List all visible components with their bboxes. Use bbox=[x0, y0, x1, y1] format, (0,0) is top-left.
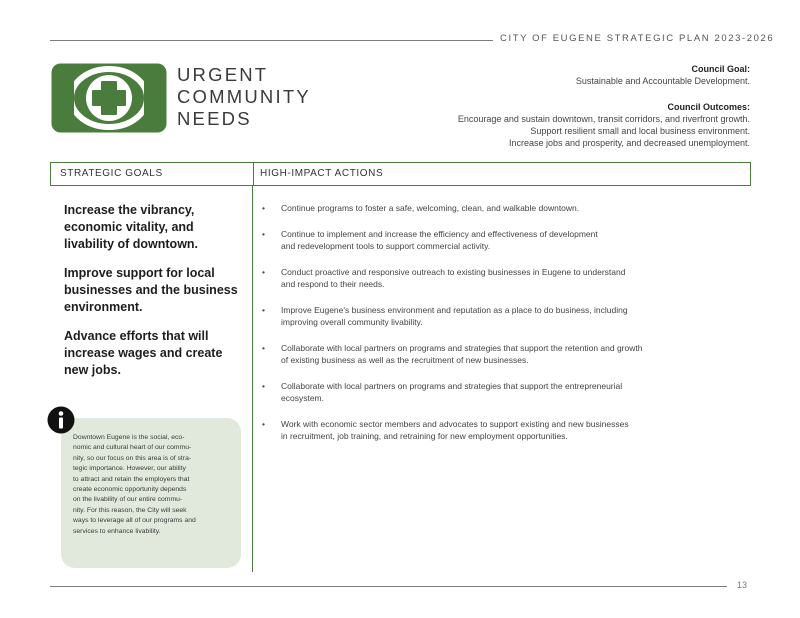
action-line: Continue programs to foster a safe, welcoming, clean, and walkable downtown. bbox=[281, 203, 580, 213]
section-title-line: COMMUNITY bbox=[177, 86, 311, 107]
bullet: • bbox=[262, 381, 265, 391]
strategic-goals-header: STRATEGIC GOALS bbox=[60, 168, 163, 179]
council-goal-label: Council Goal: bbox=[691, 64, 750, 74]
action-line: Collaborate with local partners on programs and strategies that support the retention and growth bbox=[281, 343, 643, 353]
bullet: • bbox=[262, 419, 265, 429]
table-header bbox=[50, 162, 751, 186]
action-line: Collaborate with local partners on programs and strategies that support the entrepreneurial bbox=[281, 381, 623, 391]
section-title-line: URGENT bbox=[177, 64, 269, 85]
council-goal-text: Sustainable and Accountable Development. bbox=[575, 76, 750, 86]
page-number: 13 bbox=[737, 580, 748, 590]
bullet: • bbox=[262, 203, 265, 213]
bullet: • bbox=[262, 267, 265, 277]
action-line: in recruitment, job training, and retraining for new employment opportunities. bbox=[281, 431, 568, 441]
info-line: nomic and cultural heart of our commu- bbox=[73, 444, 192, 452]
strategic-goal: Increase the vibrancy, economic vitality, and livability of downtown. bbox=[64, 203, 199, 251]
spacer bbox=[390, 87, 750, 101]
bottom-rule bbox=[50, 586, 727, 587]
bullet: • bbox=[262, 229, 265, 239]
info-line: on the livability of our entire commu- bbox=[73, 496, 183, 504]
council-block bbox=[390, 63, 750, 149]
section-title-line: NEEDS bbox=[177, 108, 252, 129]
action-line: Conduct proactive and responsive outreach to existing businesses in Eugene to understand bbox=[281, 267, 626, 277]
action-item bbox=[262, 228, 712, 252]
info-box bbox=[61, 418, 241, 568]
action-line: improving overall community livability. bbox=[281, 317, 423, 327]
action-item bbox=[262, 380, 712, 404]
action-item bbox=[262, 266, 712, 290]
action-item bbox=[262, 418, 712, 442]
info-line: nity. For this reason, the City will seek bbox=[73, 506, 187, 514]
action-line: and respond to their needs. bbox=[281, 279, 385, 289]
action-line: and redevelopment tools to support commercial activity. bbox=[281, 241, 491, 251]
info-line: tegic importance. However, our ability bbox=[73, 465, 186, 473]
council-outcomes-label: Council Outcomes: bbox=[667, 102, 750, 112]
info-text bbox=[73, 433, 231, 537]
plus-cross-icon bbox=[50, 62, 168, 134]
info-line: Downtown Eugene is the social, eco- bbox=[73, 434, 185, 441]
action-line: Continue to implement and increase the efficiency and effectiveness of development bbox=[281, 229, 598, 239]
council-outcome: Encourage and sustain downtown, transit corridors, and riverfront growth. bbox=[457, 114, 750, 124]
strategic-goals-list bbox=[64, 202, 244, 391]
high-impact-actions-list bbox=[262, 202, 712, 456]
info-line: ways to leverage all of our programs and bbox=[73, 517, 196, 525]
header-divider bbox=[253, 163, 254, 185]
info-line: create economic opportunity depends bbox=[73, 486, 187, 494]
council-outcome: Increase jobs and prosperity, and decreased unemployment. bbox=[509, 138, 750, 148]
action-line: of existing business as well as the recruitment of new businesses. bbox=[281, 355, 529, 365]
document-title: CITY OF EUGENE STRATEGIC PLAN 2023-2026 bbox=[500, 33, 775, 44]
section-title bbox=[177, 64, 311, 130]
info-line: to attract and retain the employers that bbox=[73, 475, 190, 483]
strategic-goal: Improve support for local businesses and the business environment. bbox=[64, 266, 238, 314]
council-outcome: Support resilient small and local business environment. bbox=[530, 126, 750, 136]
action-line: Improve Eugene's business environment and reputation as a place to do business, including bbox=[281, 305, 628, 315]
top-rule bbox=[50, 40, 493, 41]
action-line: ecosystem. bbox=[281, 393, 324, 403]
action-item bbox=[262, 342, 712, 366]
strategic-goal: Advance efforts that will increase wages and create new jobs. bbox=[64, 329, 223, 377]
bullet: • bbox=[262, 343, 265, 353]
bullet: • bbox=[262, 305, 265, 315]
info-line: nity, so our focus on this area is of stra- bbox=[73, 454, 192, 462]
action-line: Work with economic sector members and advocates to support existing and new businesses bbox=[281, 419, 629, 429]
column-divider bbox=[252, 185, 253, 572]
info-icon bbox=[47, 406, 75, 434]
action-item bbox=[262, 304, 712, 328]
action-item bbox=[262, 202, 712, 214]
info-line: services to enhance livability. bbox=[73, 527, 161, 535]
high-impact-actions-header: HIGH-IMPACT ACTIONS bbox=[260, 168, 384, 179]
